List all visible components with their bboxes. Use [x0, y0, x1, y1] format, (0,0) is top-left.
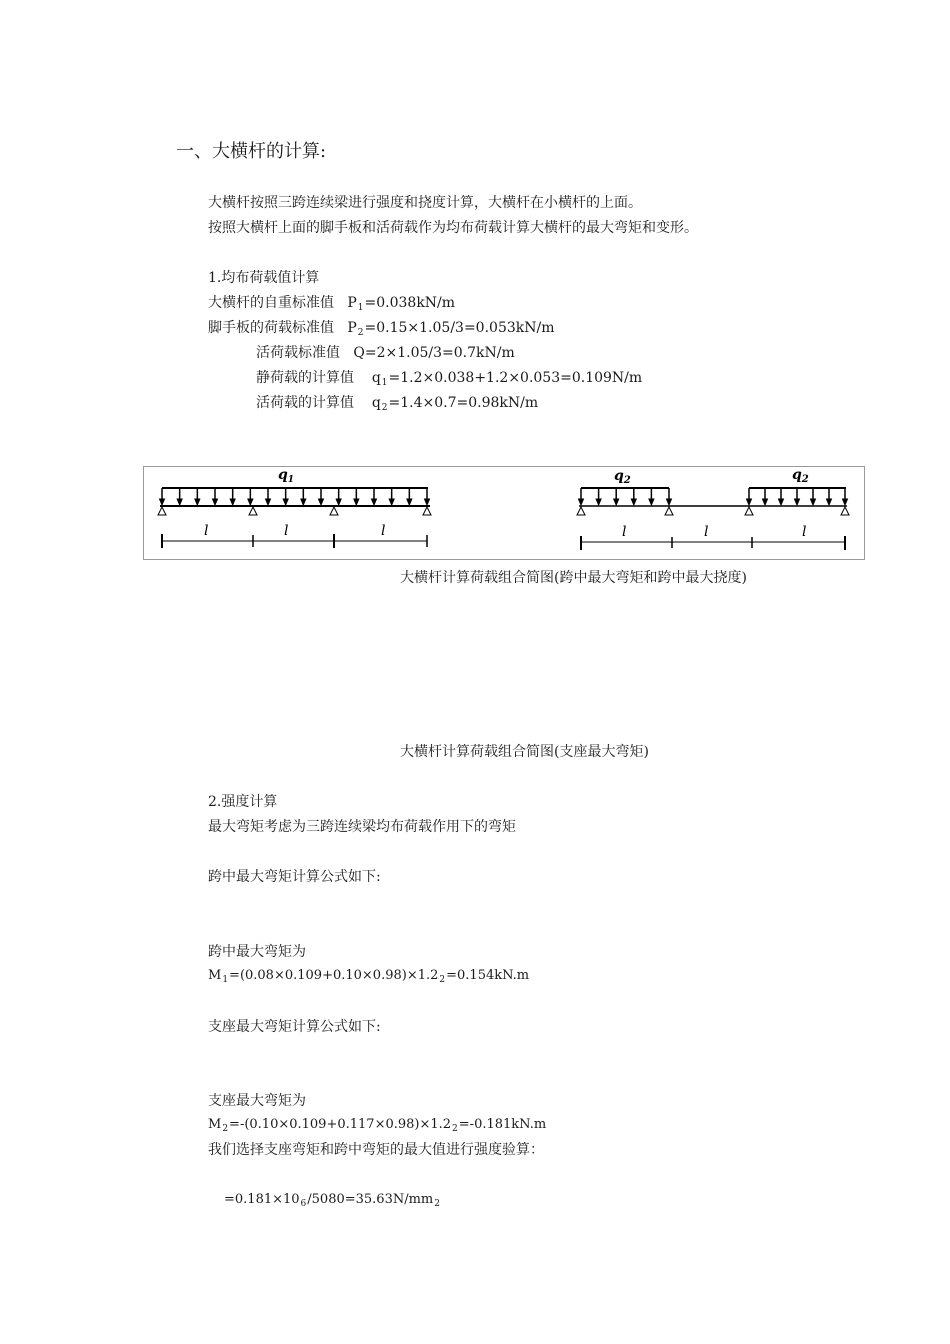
section2-heading: 2.强度计算	[208, 794, 278, 810]
right-load-label: $q_2$	[792, 467, 809, 485]
load-row-symbol: P	[347, 295, 357, 311]
span-label: l	[704, 524, 709, 540]
load-row-symbol: q	[371, 395, 381, 411]
load-row-expression: =0.15×1.05/3=0.053kN/m	[364, 320, 555, 336]
section1-heading: 1.均布荷载值计算	[208, 270, 320, 286]
support-result-label: 支座最大弯矩为	[208, 1093, 306, 1109]
span-label: l	[381, 523, 386, 539]
load-row-subscript: 1	[357, 303, 364, 313]
stress-equation: $=0.181\times 10_6/5080=35.63N/mm_2$	[224, 1192, 440, 1209]
load-combination-diagram	[143, 466, 865, 560]
support-formula-label: 支座最大弯矩计算公式如下:	[208, 1019, 381, 1035]
load-row-expression: =1.2×0.038+1.2×0.053=0.109N/m	[388, 370, 643, 386]
mid-formula-label: 跨中最大弯矩计算公式如下:	[208, 869, 381, 885]
section2-line-1: 最大弯矩考虑为三跨连续梁均布荷载作用下的弯矩	[208, 819, 516, 835]
load-row-label: 活荷载的计算值	[256, 395, 354, 411]
load-row-label: 活荷载标准值	[256, 345, 340, 361]
load-row-subscript: 1	[381, 378, 388, 388]
load-row-label: 静荷载的计算值	[256, 370, 354, 386]
load-row-symbol: P	[347, 320, 357, 336]
load-row-live-standard	[256, 344, 515, 362]
m2-equation: $M_2=-(0.10\times 0.109+0.117\times 0.98)\times 1.2_2=-0.181kN.m$	[208, 1117, 547, 1134]
load-row-subscript: 2	[357, 328, 364, 338]
m1-equation: $M_1=(0.08\times 0.109+0.10\times 0.98)\times 1.2_2=0.154kN.m$	[208, 968, 530, 985]
load-row-label: 大横杆的自重标准值	[208, 295, 334, 311]
span-label: l	[284, 523, 289, 539]
load-row-self-weight	[208, 294, 455, 317]
intro-line-1: 大横杆按照三跨连续梁进行强度和挠度计算，大横杆在小横杆的上面。	[208, 195, 642, 211]
load-row-symbol: q	[371, 370, 381, 386]
load-row-symbol: Q	[353, 345, 365, 361]
span-label: l	[622, 524, 627, 540]
load-row-static-design	[256, 369, 642, 392]
load-row-scaffold-board	[208, 319, 554, 342]
load-row-expression: =0.038kN/m	[364, 295, 456, 311]
strength-check-line: 我们选择支座弯矩和跨中弯矩的最大值进行强度验算：	[208, 1142, 544, 1158]
left-load-label: $q_1$	[278, 467, 295, 485]
intro-line-2: 按照大横杆上面的脚手板和活荷载作为均布荷载计算大横杆的最大弯矩和变形。	[208, 220, 698, 236]
load-row-expression: =2×1.05/3=0.7kN/m	[364, 345, 515, 361]
section-title: 一、大横杆的计算:	[176, 141, 327, 162]
diagram-caption-1: 大横杆计算荷载组合简图(跨中最大弯矩和跨中最大挠度)	[400, 570, 747, 586]
right-load-label: $q_2$	[614, 468, 631, 486]
load-row-live-design	[256, 394, 538, 417]
span-label: l	[802, 524, 807, 540]
diagram-caption-2: 大横杆计算荷载组合简图(支座最大弯矩)	[400, 744, 649, 760]
mid-result-label: 跨中最大弯矩为	[208, 944, 306, 960]
load-row-subscript: 2	[381, 403, 388, 413]
load-row-label: 脚手板的荷载标准值	[208, 320, 334, 336]
span-label: l	[204, 523, 209, 539]
load-row-expression: =1.4×0.7=0.98kN/m	[388, 395, 539, 411]
